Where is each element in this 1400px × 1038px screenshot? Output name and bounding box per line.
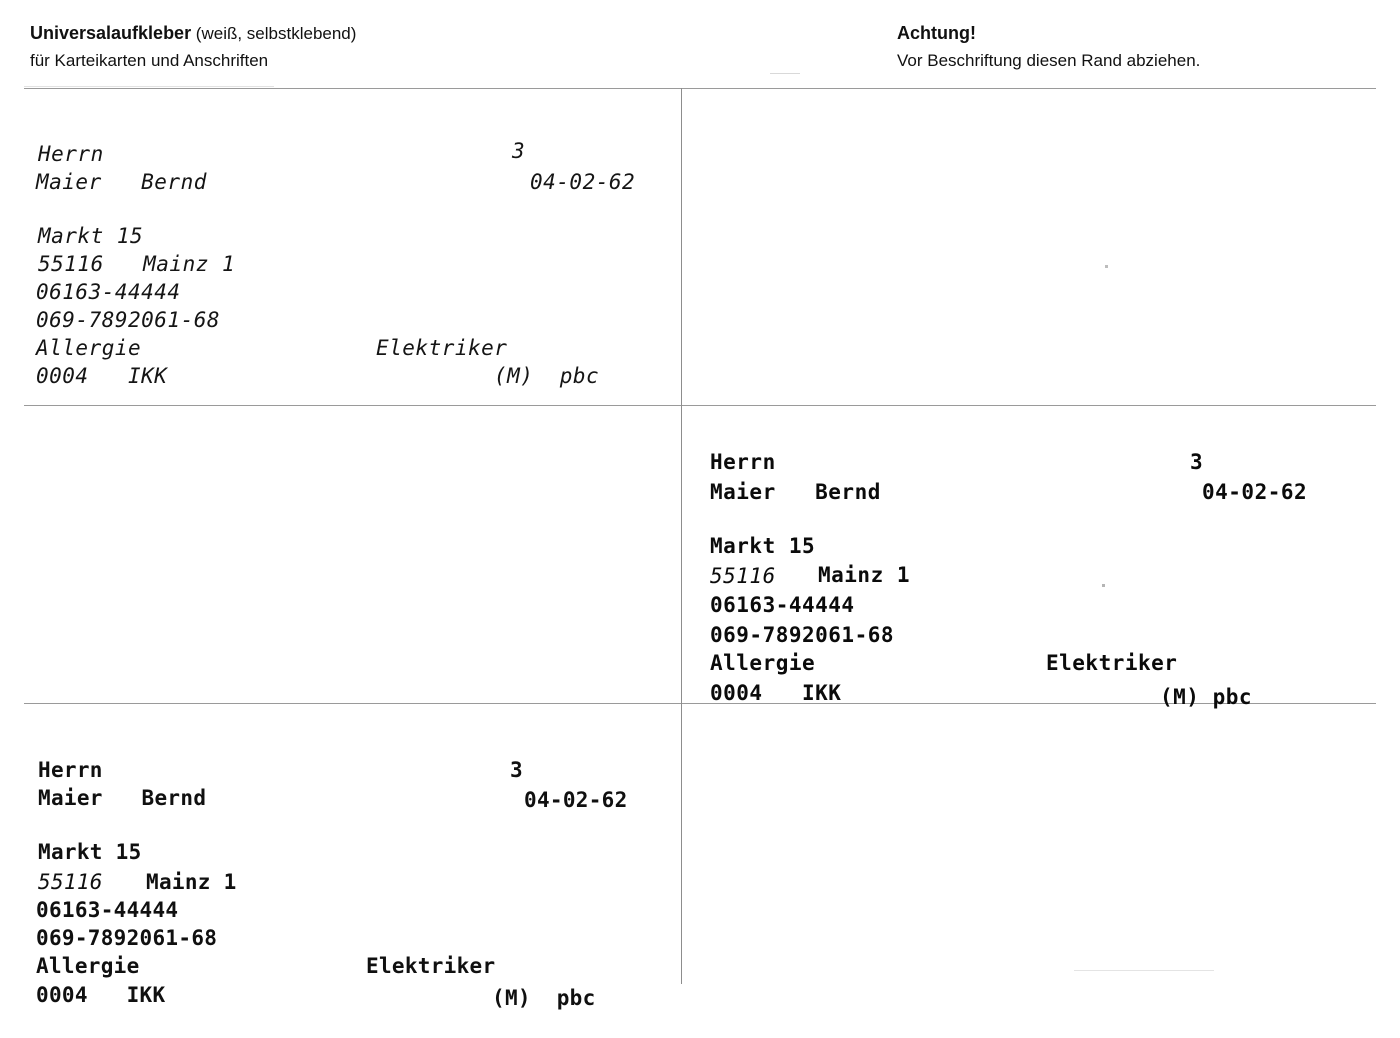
- label3-code: 0004 IKK: [36, 983, 166, 1007]
- label3-tail: (M) pbc: [492, 986, 596, 1010]
- label2-job: Elektriker: [1046, 651, 1178, 675]
- label1-tail: (M) pbc: [494, 364, 600, 388]
- label1-date: 04-02-62: [530, 170, 636, 194]
- label2-name: Maier Bernd: [710, 480, 881, 504]
- header-right-block: [897, 20, 1200, 74]
- label3-salutation: Herrn: [38, 758, 103, 782]
- label3-city: Mainz 1: [146, 870, 237, 894]
- label2-date: 04-02-62: [1202, 480, 1308, 504]
- label3-job: Elektriker: [366, 954, 496, 978]
- label3-phone2: 069-7892061-68: [36, 926, 218, 950]
- scan-artifact-dot: [1105, 265, 1108, 268]
- label1-number: 3: [512, 139, 526, 163]
- label3-name: Maier Bernd: [38, 786, 207, 810]
- label3-street: Markt 15: [38, 840, 142, 864]
- label1-name: Maier Bernd: [36, 170, 207, 194]
- header-left-title: [30, 20, 356, 48]
- product-qualifier: (weiß, selbstklebend): [191, 24, 357, 43]
- scan-artifact-line: [1074, 970, 1214, 971]
- label2-salutation: Herrn: [710, 450, 776, 474]
- label1-note: Allergie: [36, 336, 142, 360]
- label-middle-left-blank[interactable]: [24, 406, 681, 703]
- label-top-left[interactable]: [24, 89, 681, 405]
- attention-subtitle: Vor Beschriftung diesen Rand abziehen.: [897, 50, 1201, 70]
- scan-artifact-line: [24, 86, 274, 87]
- scan-artifact-dot: [1102, 584, 1105, 587]
- header-left-subtitle: für Karteikarten und Anschriften: [30, 50, 269, 70]
- label3-number: 3: [510, 758, 523, 782]
- attention-title: Achtung!: [897, 23, 976, 43]
- header-left-block: [30, 20, 356, 74]
- label-top-right-blank[interactable]: [682, 89, 1376, 405]
- label1-job: Elektriker: [376, 336, 508, 360]
- label-bottom-right-blank[interactable]: [682, 704, 1376, 984]
- label1-phone2: 069-7892061-68: [36, 308, 221, 332]
- scan-artifact-line: [770, 73, 800, 74]
- label2-note: Allergie: [710, 651, 816, 675]
- label3-city-zip: 55116: [38, 870, 103, 894]
- label1-salutation: Herrn: [38, 142, 104, 166]
- label3-date: 04-02-62: [524, 788, 628, 812]
- label2-phone2: 069-7892061-68: [710, 623, 895, 647]
- label3-phone1: 06163-44444: [36, 898, 179, 922]
- label2-city-zip: 55116: [710, 564, 776, 588]
- label1-phone1: 06163-44444: [36, 280, 181, 304]
- product-name: Universalaufkleber: [30, 23, 192, 43]
- label2-phone1: 06163-44444: [710, 593, 855, 617]
- label-middle-right[interactable]: [682, 406, 1376, 709]
- label2-street: Markt 15: [710, 534, 816, 558]
- label1-street: Markt 15: [38, 224, 144, 248]
- label3-note: Allergie: [36, 954, 140, 978]
- sheet-header: [0, 0, 1400, 88]
- label2-city: Mainz 1: [818, 563, 911, 587]
- label1-city: 55116 Mainz 1: [38, 252, 236, 276]
- label-bottom-left[interactable]: [24, 704, 681, 1010]
- label2-tail: (M) pbc: [1160, 685, 1253, 709]
- label2-number: 3: [1190, 450, 1204, 474]
- label2-code: 0004 IKK: [710, 681, 842, 705]
- label1-code: 0004 IKK: [36, 364, 168, 388]
